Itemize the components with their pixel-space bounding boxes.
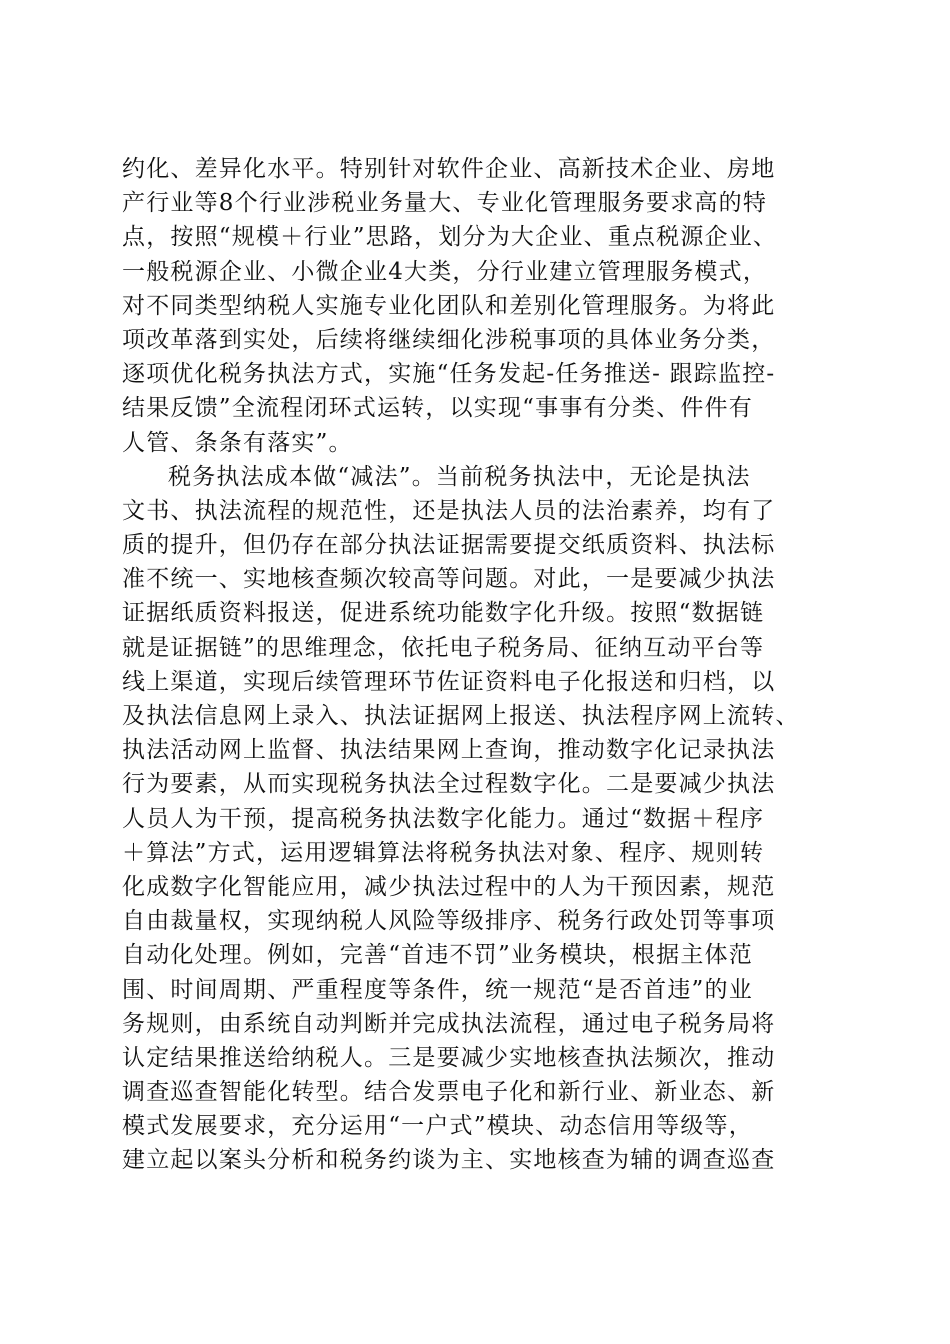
text-line: 线上渠道，实现后续管理环节佐证资料电子化报送和归档，以: [122, 668, 776, 695]
text-line: 结果反馈”全流程闭环式运转，以实现“事事有分类、件件有: [122, 395, 753, 422]
text-line: 点，按照“规模＋行业”思路，划分为大企业、重点税源企业、: [122, 224, 778, 251]
text-line: ＋算法”方式，运用逻辑算法将税务执法对象、程序、规则转: [122, 839, 765, 866]
body-text: [122, 152, 842, 1178]
paragraph-heading-line: 税务执法成本做“减法”。当前税务执法中，无论是执法: [168, 463, 751, 490]
text-line: 证据纸质资料报送，促进系统功能数字化升级。按照“数据链: [122, 600, 765, 627]
text-line: 文书、执法流程的规范性，还是执法人员的法治素养，均有了: [122, 497, 776, 524]
text-line: 准不统一、实地核查频次较高等问题。对此，一是要减少执法: [122, 566, 776, 593]
text-line: 对不同类型纳税人实施专业化团队和差别化管理服务。为将此: [122, 292, 776, 319]
text-line: 项改革落到实处，后续将继续细化涉税事项的具体业务分类，: [122, 326, 776, 353]
text-line: 模式发展要求，充分运用“一户式”模块、动态信用等级等，: [122, 1113, 753, 1140]
text-line: 行为要素，从而实现税务执法全过程数字化。二是要减少执法: [122, 771, 776, 798]
text-line: 调查巡查智能化转型。结合发票电子化和新行业、新业态、新: [122, 1079, 776, 1106]
text-line: 执法活动网上监督、执法结果网上查询，推动数字化记录执法: [122, 737, 776, 764]
text-line: 质的提升，但仍存在部分执法证据需要提交纸质资料、执法标: [122, 532, 776, 559]
text-line: 围、时间周期、严重程度等条件，统一规范“是否首违”的业: [122, 976, 753, 1003]
text-line: 产行业等8个行业涉税业务量大、专业化管理服务要求高的特: [122, 190, 768, 217]
text-line: 自由裁量权，实现纳税人风险等级排序、税务行政处罚等事项: [122, 908, 776, 935]
text-line: 认定结果推送给纳税人。三是要减少实地核查执法频次，推动: [122, 1044, 776, 1071]
text-line: 一般税源企业、小微企业4大类，分行业建立管理服务模式，: [122, 258, 768, 285]
text-line: 务规则，由系统自动判断并完成执法流程，通过电子税务局将: [122, 1010, 776, 1037]
text-line: 化成数字化智能应用，减少执法过程中的人为干预因素，规范: [122, 873, 776, 900]
text-line: 人管、条条有落实”。: [122, 429, 353, 456]
text-line: 及执法信息网上录入、执法证据网上报送、执法程序网上流转、: [122, 703, 800, 729]
text-line: 建立起以案头分析和税务约谈为主、实地核查为辅的调查巡查: [122, 1147, 776, 1174]
text-line: 约化、差异化水平。特别针对软件企业、高新技术企业、房地: [122, 156, 776, 182]
text-line: 就是证据链”的思维理念，依托电子税务局、征纳互动平台等: [122, 634, 765, 661]
text-line: 人员人为干预，提高税务执法数字化能力。通过“数据＋程序: [122, 805, 765, 832]
text-line: 逐项优化税务执法方式，实施“任务发起-任务推送- 跟踪监控-: [122, 361, 776, 388]
text-line: 自动化处理。例如，完善“首违不罚”业务模块，根据主体范: [122, 942, 753, 969]
